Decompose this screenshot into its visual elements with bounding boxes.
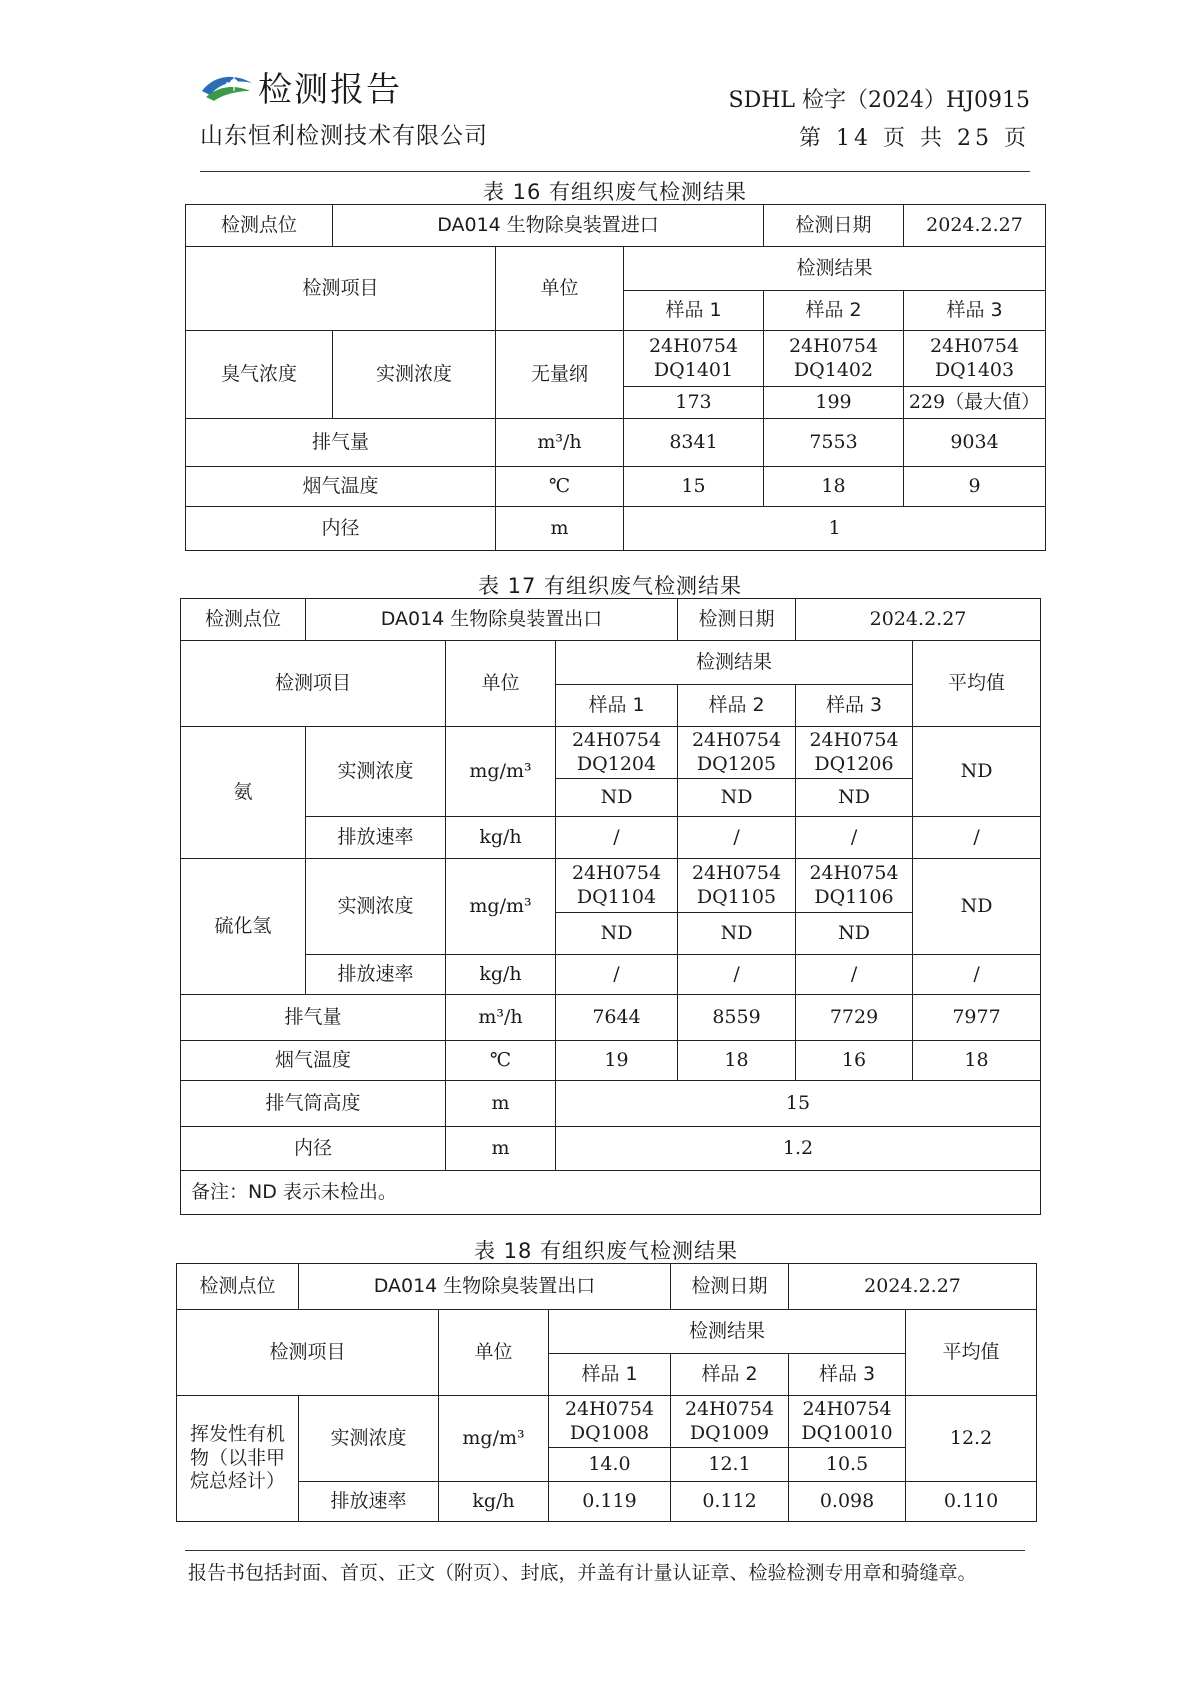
avg-value: ND [913,727,1041,817]
result-value: 9 [904,467,1046,507]
rate-label: 排放速率 [299,1482,439,1522]
page-info: 第 14 页 共 25 页 [799,126,1030,151]
rate-value: 0.098 [789,1482,906,1522]
odor-unit: 无量纲 [496,331,624,419]
sample-header: 样品 3 [796,685,913,727]
odor-sub: 实测浓度 [333,331,496,419]
unit-header: 单位 [446,641,556,727]
result-value: 1 [624,507,1046,551]
point-label: 检测点位 [186,205,333,247]
avg-value: 18 [913,1041,1041,1081]
result-value: ND [678,913,796,955]
sample-id: 24H0754 DQ1205 [678,727,796,779]
rate-label: 排放速率 [306,955,446,995]
row-label: 排气量 [186,419,496,467]
sample-id: 24H0754 DQ1402 [764,331,904,387]
result-header: 检测结果 [624,247,1046,291]
result-value: 8559 [678,995,796,1041]
sample-header: 样品 3 [789,1354,906,1396]
sample-id: 24H0754 DQ10010 [789,1396,906,1448]
sample-header: 样品 1 [549,1354,671,1396]
sample-id: 24H0754 DQ1403 [904,331,1046,387]
company-logo-icon [200,69,254,105]
row-label: 排气筒高度 [181,1081,446,1127]
row-label: 排气量 [181,995,446,1041]
table18-caption: 表 18 有组织废气检测结果 [473,1239,739,1263]
rate-avg: 0.110 [906,1482,1037,1522]
row-unit: ℃ [446,1041,556,1081]
avg-value: ND [913,859,1041,955]
row-unit: ℃ [496,467,624,507]
rate-avg: / [913,955,1041,995]
sample-header: 样品 1 [556,685,678,727]
row-label: 烟气温度 [186,467,496,507]
result-value: 7553 [764,419,904,467]
voc-item: 挥发性有机物（以非甲烷总烃计） [177,1396,299,1522]
result-value: 19 [556,1041,678,1081]
report-meta [729,82,1030,158]
point-value: DA014 生物除臭装置出口 [299,1264,671,1310]
avg-value: 12.2 [906,1396,1037,1482]
result-value: 9034 [904,419,1046,467]
table-note: 备注：ND 表示未检出。 [181,1171,1041,1215]
sample-header: 样品 3 [904,291,1046,331]
ammonia-item: 氨 [181,727,306,859]
rate-value: / [556,817,678,859]
sample-header: 样品 2 [678,685,796,727]
report-header [200,62,488,150]
rate-value: 0.119 [549,1482,671,1522]
sample-header: 样品 2 [671,1354,789,1396]
unit-header: 单位 [439,1310,549,1396]
header-divider [200,171,1030,172]
conc-label: 实测浓度 [299,1396,439,1482]
row-label: 烟气温度 [181,1041,446,1081]
sample-id: 24H0754 DQ1204 [556,727,678,779]
sample-header: 样品 2 [764,291,904,331]
point-value: DA014 生物除臭装置进口 [333,205,764,247]
date-value: 2024.2.27 [904,205,1046,247]
conc-label: 实测浓度 [306,859,446,955]
sample-id: 24H0754 DQ1105 [678,859,796,913]
conc-unit: mg/m³ [439,1396,549,1482]
result-value: 14.0 [549,1448,671,1482]
row-unit: m³/h [446,995,556,1041]
result-value: 10.5 [789,1448,906,1482]
footer-note: 报告书包括封面、首页、正文（附页）、封底，并盖有计量认证章、检验检测专用章和骑缝章。 [188,1562,977,1584]
avg-header: 平均值 [913,641,1041,727]
result-header: 检测结果 [556,641,913,685]
result-header: 检测结果 [549,1310,906,1354]
table16-caption: 表 16 有组织废气检测结果 [482,180,748,204]
h2s-item: 硫化氢 [181,859,306,995]
result-value: 199 [764,387,904,419]
point-label: 检测点位 [177,1264,299,1310]
rate-value: / [678,955,796,995]
rate-unit: kg/h [439,1482,549,1522]
result-value: 7729 [796,995,913,1041]
table18 [176,1263,1037,1522]
document-title: 检测报告 [258,70,402,110]
unit-header: 单位 [496,247,624,331]
conc-unit: mg/m³ [446,859,556,955]
result-value: 18 [678,1041,796,1081]
result-value: 18 [764,467,904,507]
table16 [185,204,1046,551]
sample-id: 24H0754 DQ1009 [671,1396,789,1448]
result-value: ND [678,779,796,817]
sample-id: 24H0754 DQ1104 [556,859,678,913]
result-value: ND [556,913,678,955]
sample-id: 24H0754 DQ1206 [796,727,913,779]
avg-value: 7977 [913,995,1041,1041]
rate-unit: kg/h [446,955,556,995]
sample-id: 24H0754 DQ1106 [796,859,913,913]
rate-unit: kg/h [446,817,556,859]
point-label: 检测点位 [181,599,306,641]
result-value: 16 [796,1041,913,1081]
row-unit: m [496,507,624,551]
table17-caption: 表 17 有组织废气检测结果 [477,574,743,598]
rate-value: / [556,955,678,995]
result-value: 12.1 [671,1448,789,1482]
conc-label: 实测浓度 [306,727,446,817]
result-value: 15 [624,467,764,507]
date-value: 2024.2.27 [796,599,1041,641]
avg-header: 平均值 [906,1310,1037,1396]
result-value: 15 [556,1081,1041,1127]
conc-unit: mg/m³ [446,727,556,817]
row-label: 内径 [181,1127,446,1171]
rate-value: / [796,955,913,995]
result-value: 8341 [624,419,764,467]
result-value: 229（最大值） [904,387,1046,419]
rate-value: / [796,817,913,859]
date-label: 检测日期 [678,599,796,641]
date-value: 2024.2.27 [789,1264,1037,1310]
report-number: SDHL 检字（2024）HJ0915 [728,88,1030,113]
sample-id: 24H0754 DQ1008 [549,1396,671,1448]
sample-id: 24H0754 DQ1401 [624,331,764,387]
odor-item: 臭气浓度 [186,331,333,419]
row-unit: m [446,1127,556,1171]
row-unit: m³/h [496,419,624,467]
rate-label: 排放速率 [306,817,446,859]
sample-header: 样品 1 [624,291,764,331]
point-value: DA014 生物除臭装置出口 [306,599,678,641]
footer-divider [185,1550,1025,1551]
result-value: 7644 [556,995,678,1041]
result-value: 1.2 [556,1127,1041,1171]
rate-value: / [678,817,796,859]
date-label: 检测日期 [764,205,904,247]
item-header: 检测项目 [177,1310,439,1396]
company-name: 山东恒利检测技术有限公司 [200,123,488,149]
rate-value: 0.112 [671,1482,789,1522]
date-label: 检测日期 [671,1264,789,1310]
row-unit: m [446,1081,556,1127]
result-value: ND [556,779,678,817]
result-value: ND [796,913,913,955]
row-label: 内径 [186,507,496,551]
rate-avg: / [913,817,1041,859]
result-value: ND [796,779,913,817]
item-header: 检测项目 [186,247,496,331]
result-value: 173 [624,387,764,419]
table17 [180,598,1041,1215]
item-header: 检测项目 [181,641,446,727]
